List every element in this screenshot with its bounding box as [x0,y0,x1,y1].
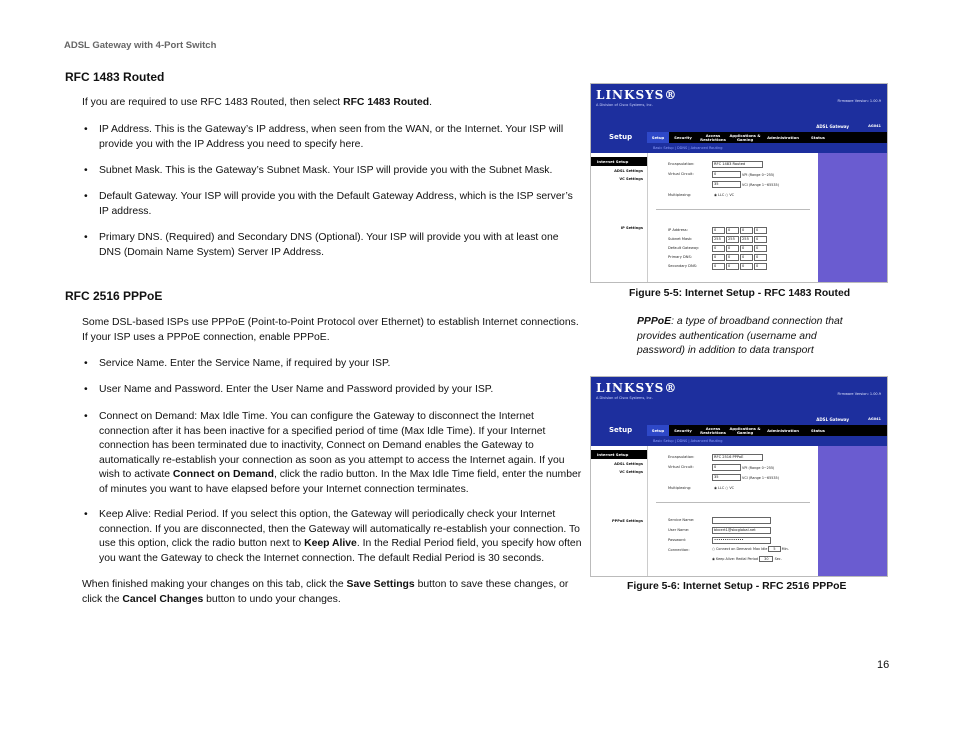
product-name: ADSL Gateway [816,417,849,422]
ip-octet-input[interactable]: 0 [754,263,767,270]
vpi-range: VPI (Range 0~255) [742,173,775,177]
ip-octet-input[interactable]: 0 [754,245,767,252]
list-item: • Primary DNS. (Required) and Secondary DNS (Optional). Your ISP will provide you with at least one DNS (Domain Name System) Server IP Address. [84,232,559,258]
list-item: • Service Name. Enter the Service Name, if required by your ISP. [84,358,391,369]
figure-5-5-caption: Figure 5-5: Internet Setup - RFC 1483 Routed [629,288,851,299]
ip-octet-input[interactable]: 255 [726,236,739,243]
main-tabs [647,132,887,143]
section2-intro: Some DSL-based ISPs use PPPoE (Point-to-Point Protocol over Ethernet) to establish Internet connections. If your ISP uses a PPPoE connection, enable PPPoE. [82,317,579,343]
ip-octet-input[interactable]: 0 [712,254,725,261]
sub-tabs[interactable]: Basic Setup | DDNS | Advanced Routing [647,436,887,446]
ip-row-label: Primary DNS: [668,255,692,259]
ip-octet-input[interactable]: 255 [740,236,753,243]
divider [656,209,810,210]
ip-octet-input[interactable]: 0 [712,245,725,252]
linksys-logo: LINKSYS® [596,88,678,102]
tab-security[interactable]: Security [674,134,692,140]
vpi-input[interactable]: 0 [712,464,741,471]
ip-row-label: Subnet Mask: [668,237,693,241]
ip-octet-input[interactable]: 255 [712,236,725,243]
tab-administration[interactable]: Administration [767,134,799,140]
vci-input[interactable]: 35 [712,181,741,188]
firmware-version: Firmware Version: 1.00.9 [837,392,881,396]
list-item: • Keep Alive: Redial Period. If you select this option, the Gateway will periodically check your Internet connection. If you are disconnected, then the Gateway will automatically re-establish your connection. To use this option, click the radio button next to Keep Alive. In the Redial Period field, you specify how often you want the Gateway to check the Internet connection. The default Redial Period is 30 seconds. [84,509,582,564]
adsl-settings-label: ADSL Settings [614,462,643,466]
ip-octet-input[interactable]: 0 [754,227,767,234]
tab-setup[interactable]: Setup [647,132,669,143]
figure-5-6-caption: Figure 5-6: Internet Setup - RFC 2516 PPPoE [627,581,847,592]
setup-title: Setup [591,122,647,153]
product-name: ADSL Gateway [816,124,849,129]
tab-access-restrictions[interactable]: Access Restrictions [700,425,726,435]
user-name-label: User Name: [668,528,690,532]
tab-security[interactable]: Security [674,427,692,433]
ip-octet-input[interactable]: 0 [740,245,753,252]
encapsulation-select[interactable]: RFC 1483 Routed [712,161,763,168]
divider [656,502,810,503]
figure-5-5-screenshot [590,83,888,283]
ip-octet-input[interactable]: 0 [754,236,767,243]
right-panel [818,446,887,577]
encapsulation-label: Encapsulation: [668,162,695,166]
ip-row-label: Secondary DNS: [668,264,698,268]
multiplexing-label: Multiplexing: [668,193,692,197]
sub-tabs[interactable]: Basic Setup | DDNS | Advanced Routing [647,143,887,153]
section1-intro: If you are required to use RFC 1483 Routed, then select RFC 1483 Routed. [82,97,432,108]
multiplexing-options[interactable]: ◉ LLC ○ VC [714,486,735,490]
keep-alive-option[interactable]: ◉ Keep Alive: Redial Period 30 Sec. [712,557,782,561]
list-item: • Default Gateway. Your ISP will provide you with the Default Gateway Address, which is the ISP server’s IP address. [84,191,573,217]
firmware-version: Firmware Version: 1.00.9 [837,99,881,103]
section-heading-rfc1483: RFC 1483 Routed [65,70,165,84]
ip-octet-input[interactable]: 0 [740,227,753,234]
ip-octet-input[interactable]: 0 [712,263,725,270]
connection-label: Connection: [668,548,690,552]
ip-settings-label: IP Settings [620,226,643,230]
setup-title: Setup [591,415,647,446]
vci-range: VCI (Range 1~65535) [742,183,780,187]
encapsulation-label: Encapsulation: [668,455,695,459]
model-number: AG041 [868,124,881,128]
encapsulation-select[interactable]: RFC 2516 PPPoE [712,454,763,461]
internet-setup-label: Internet Setup [591,450,647,459]
vpi-input[interactable]: 0 [712,171,741,178]
ip-octet-input[interactable]: 0 [726,254,739,261]
virtual-circuit-label: Virtual Circuit: [668,465,694,469]
vc-settings-label: VC Settings [619,470,643,474]
password-label: Password: [668,538,686,542]
linksys-logo: LINKSYS® [596,381,678,395]
multiplexing-options[interactable]: ◉ LLC ○ VC [714,193,735,197]
page-number: 16 [877,659,890,671]
list-item: • Subnet Mask. This is the Gateway’s Subnet Mask. Your ISP will provide you with the Subnet Mask. [84,165,553,176]
service-name-label: Service Name: [668,518,695,522]
internet-setup-label: Internet Setup [591,157,647,166]
service-name-input[interactable] [712,517,771,524]
ip-row-label: IP Address: [668,228,688,232]
vci-input[interactable]: 35 [712,474,741,481]
connect-on-demand-option[interactable]: ○ Connect on Demand: Max Idle 5 Min. [712,547,789,551]
ip-octet-input[interactable]: 0 [726,245,739,252]
list-item: • IP Address. This is the Gateway’s IP address, when seen from the WAN, or the Internet. Your ISP will provide you with the IP Address you need to specify here. [84,124,564,150]
ip-octet-input[interactable]: 0 [754,254,767,261]
ip-octet-input[interactable]: 0 [740,254,753,261]
vci-range: VCI (Range 1~65535) [742,476,780,480]
multiplexing-label: Multiplexing: [668,486,692,490]
tab-status[interactable]: Status [811,427,825,433]
main-tabs [647,425,887,436]
ip-octet-input[interactable]: 0 [740,263,753,270]
ip-octet-input[interactable]: 0 [726,263,739,270]
tab-applications-gaming[interactable]: Applications & Gaming [729,425,761,435]
figure-5-6-screenshot [590,376,888,577]
ip-octet-input[interactable]: 0 [726,227,739,234]
section-heading-rfc2516: RFC 2516 PPPoE [65,289,163,303]
model-number: AG041 [868,417,881,421]
password-input[interactable]: •••••••••••••• [712,537,771,544]
logo-subtitle: A Division of Cisco Systems, Inc. [596,396,653,400]
running-header: ADSL Gateway with 4-Port Switch [64,40,217,51]
adsl-settings-label: ADSL Settings [614,169,643,173]
ip-octet-input[interactable]: 0 [712,227,725,234]
vc-settings-label: VC Settings [619,177,643,181]
tab-access-restrictions[interactable]: Access Restrictions [700,132,726,142]
tab-administration[interactable]: Administration [767,427,799,433]
list-item: • Connect on Demand: Max Idle Time. You can configure the Gateway to disconnect the Internet connection after it has been inactive for a specified period of time (Max Idle Time). If your Internet connection has been terminated due to inactivity, Connect on Demand enables the Gateway to automatically re-establish your connection as soon as you attempt to access the Internet again. If you wish to activate Connect on Demand, click the radio button. In the Max Idle Time field, enter the number of minutes you want to have elapsed before your Internet connection terminates. [84,411,582,495]
ip-row-label: Default Gateway: [668,246,700,250]
tab-setup[interactable]: Setup [647,425,669,436]
tab-status[interactable]: Status [811,134,825,140]
vpi-range: VPI (Range 0~255) [742,466,775,470]
tab-applications-gaming[interactable]: Applications & Gaming [729,132,761,142]
virtual-circuit-label: Virtual Circuit: [668,172,694,176]
closing-paragraph: When finished making your changes on this tab, click the Save Settings button to save these changes, or click the Cancel Changes button to undo your changes. [82,579,569,605]
pppoe-definition: PPPoE: a type of broadband connection that provides authentication (username and password) in addition to data transport [637,316,843,356]
logo-subtitle: A Division of Cisco Systems, Inc. [596,103,653,107]
user-name-input[interactable]: bbcert1@sbcglobal.net [712,527,771,534]
right-panel [818,153,887,283]
list-item: • User Name and Password. Enter the User Name and Password provided by your ISP. [84,384,494,395]
pppoe-settings-label: PPPoE Settings [611,519,643,523]
